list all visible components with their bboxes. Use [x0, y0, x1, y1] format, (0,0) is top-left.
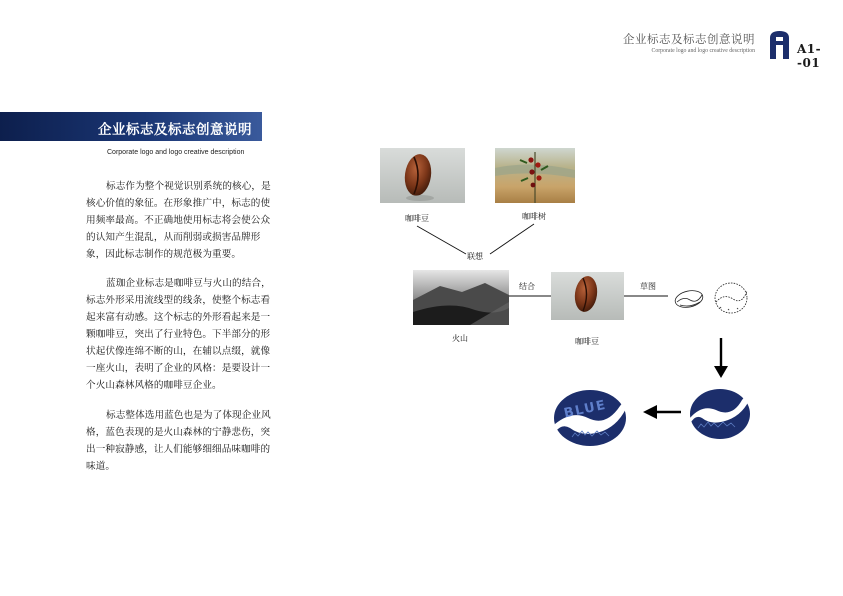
paragraph-intro: 标志作为整个视觉识别系统的核心，是核心价值的象征。在形象推广中，标志的使用频率最高。不正确地使用标志将会使公众的认知产生混乱，从而削弱或损害品牌形象，因此标志制作的规范极为重要。 — [86, 181, 271, 260]
left-arrow-icon — [643, 405, 681, 419]
label-combine: 结合 — [519, 282, 535, 291]
label-coffee-bean-top: 咖啡豆 — [405, 214, 429, 223]
sketch-bean-2 — [715, 283, 747, 313]
paragraph-color: 标志整体选用蓝色也是为了体现企业风格，蓝色表现的是火山森林的宁静悲伤，突出一种寂静感，让人们能够细细品味咖啡的味道。 — [86, 410, 271, 472]
coffee-tree-photo — [495, 148, 575, 203]
label-sketch: 草图 — [640, 282, 656, 291]
coffee-bean-photo-mid — [551, 272, 624, 320]
label-association: 联想 — [467, 252, 483, 261]
down-arrow-icon — [714, 338, 728, 378]
label-volcano: 火山 — [452, 334, 468, 343]
section-subtitle: Corporate logo and logo creative description — [107, 149, 245, 156]
header-subtitle: Corporate logo and logo creative description — [651, 48, 755, 54]
volcano-photo — [413, 270, 509, 325]
logo-blue-final — [554, 390, 628, 446]
logo-blue-mark — [690, 389, 751, 439]
logo-text: BLUE — [562, 397, 608, 422]
label-coffee-tree: 咖啡树 — [522, 212, 546, 221]
sketch-bean-1 — [674, 288, 705, 309]
header-title: 企业标志及标志创意说明 — [623, 32, 755, 46]
page-code: A1--01 — [797, 42, 822, 70]
paragraph-concept: 蓝珈企业标志是咖啡豆与火山的结合，标志外形采用流线型的线条，使整个标志看起来富有动感。这个标志的外形看起来是一颗咖啡豆，突出了行业特色。下半部分的形状起伏像连绵不断的山，在辅以点缀，就像一座火山，表明了企业的风格：是要设计一个火山森林风格的咖啡豆企业。 — [86, 278, 271, 391]
section-title: 企业标志及标志创意说明 — [98, 122, 252, 138]
coffee-bean-photo-top — [380, 148, 465, 203]
label-coffee-bean-mid: 咖啡豆 — [575, 337, 599, 346]
